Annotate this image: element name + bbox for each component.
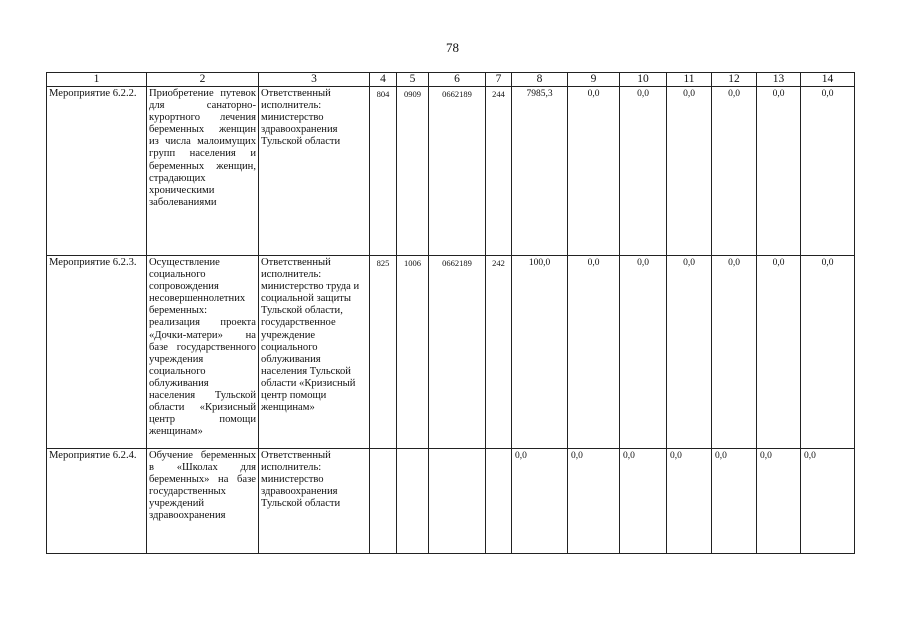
activity-id: Мероприятие 6.2.3. xyxy=(47,256,147,449)
column-header: 1 xyxy=(47,73,147,87)
column-header: 6 xyxy=(429,73,486,87)
funding-value: 0,0 xyxy=(620,256,667,449)
funding-value: 0,0 xyxy=(568,87,620,256)
budget-table xyxy=(46,72,855,554)
csr-code xyxy=(429,449,486,554)
funding-value: 0,0 xyxy=(568,256,620,449)
column-header: 3 xyxy=(259,73,370,87)
funding-value: 0,0 xyxy=(568,449,620,554)
funding-value: 0,0 xyxy=(620,87,667,256)
column-header: 13 xyxy=(757,73,801,87)
column-header: 5 xyxy=(397,73,429,87)
activity-id: Мероприятие 6.2.2. xyxy=(47,87,147,256)
activity-name: Осуществление социального сопровождения несовершеннолетних беременных: реализация проекта «Дочки-матери» на базе государственного учреждения социального облуживания населения Тульской области «Кризисный центр помощи женщинам» xyxy=(147,256,259,449)
csr-code: 0662189 xyxy=(429,87,486,256)
activity-executor: Ответственный исполнитель: министерство здравоохранения Тульской области xyxy=(259,87,370,256)
table-row xyxy=(47,256,855,449)
column-header: 10 xyxy=(620,73,667,87)
csr-code: 0662189 xyxy=(429,256,486,449)
funding-value: 100,0 xyxy=(512,256,568,449)
funding-value: 0,0 xyxy=(757,449,801,554)
rzpr-code: 0909 xyxy=(397,87,429,256)
table-header-row xyxy=(47,73,855,87)
column-header: 12 xyxy=(712,73,757,87)
funding-value: 0,0 xyxy=(667,449,712,554)
activity-name: Приобретение путевок для санаторно-курортного лечения беременных женщин из числа малоимущих групп населения и беременных женщин, страдающих хроническими заболеваниями xyxy=(147,87,259,256)
grbs-code xyxy=(370,449,397,554)
funding-value: 0,0 xyxy=(712,449,757,554)
funding-value: 7985,3 xyxy=(512,87,568,256)
activity-name: Обучение беременных в «Школах для беременных» на базе государственных учреждений здравоохранения xyxy=(147,449,259,554)
page-number: 78 xyxy=(446,40,459,55)
activity-id: Мероприятие 6.2.4. xyxy=(47,449,147,554)
funding-value: 0,0 xyxy=(801,256,855,449)
funding-value: 0,0 xyxy=(667,256,712,449)
funding-value: 0,0 xyxy=(712,87,757,256)
funding-value: 0,0 xyxy=(667,87,712,256)
funding-value: 0,0 xyxy=(757,256,801,449)
activity-executor: Ответственный исполнитель: министерство труда и социальной защиты Тульской области, государственное учреждение социального облуживания населения Тульской области «Кризисный центр помощи женщинам» xyxy=(259,256,370,449)
activity-executor: Ответственный исполнитель: министерство здравоохранения Тульской области xyxy=(259,449,370,554)
column-header: 9 xyxy=(568,73,620,87)
column-header: 2 xyxy=(147,73,259,87)
rzpr-code xyxy=(397,449,429,554)
funding-value: 0,0 xyxy=(712,256,757,449)
funding-value: 0,0 xyxy=(801,449,855,554)
vr-code xyxy=(486,449,512,554)
column-header: 11 xyxy=(667,73,712,87)
vr-code: 244 xyxy=(486,87,512,256)
grbs-code: 804 xyxy=(370,87,397,256)
column-header: 14 xyxy=(801,73,855,87)
table-row xyxy=(47,87,855,256)
column-header: 8 xyxy=(512,73,568,87)
vr-code: 242 xyxy=(486,256,512,449)
funding-value: 0,0 xyxy=(620,449,667,554)
funding-value: 0,0 xyxy=(757,87,801,256)
table-row xyxy=(47,449,855,554)
funding-value: 0,0 xyxy=(801,87,855,256)
grbs-code: 825 xyxy=(370,256,397,449)
rzpr-code: 1006 xyxy=(397,256,429,449)
column-header: 7 xyxy=(486,73,512,87)
funding-value: 0,0 xyxy=(512,449,568,554)
column-header: 4 xyxy=(370,73,397,87)
